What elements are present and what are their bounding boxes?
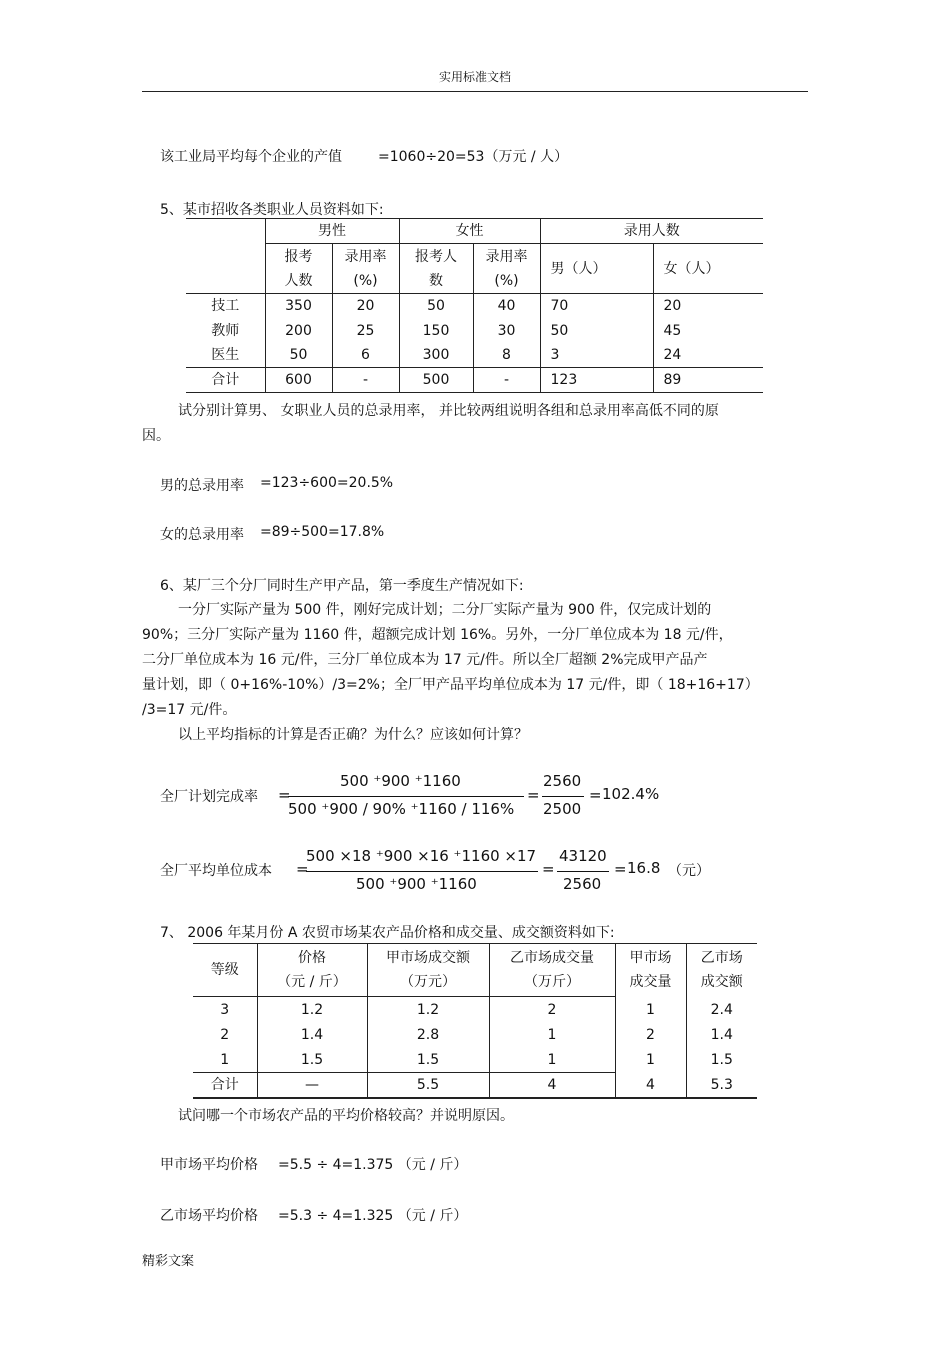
- q7-h-a-amt-1: 甲市场成交额: [386, 950, 470, 966]
- q5-h-hired-f: 女（人）: [653, 244, 763, 294]
- f1-fraction-bar: [288, 796, 524, 797]
- f1-denominator-2: 2500: [543, 800, 582, 818]
- q7-ans-b: =5.3 ÷ 4=1.325 （元 / 斤）: [278, 1208, 468, 1224]
- q5-cat: 医生: [211, 346, 240, 363]
- q7-cell: 2: [615, 1023, 686, 1048]
- q5-title: 5、某市招收各类职业人员资料如下:: [160, 202, 384, 218]
- q5-cell: 150: [399, 319, 473, 343]
- q7-h-price: [257, 944, 367, 997]
- q5-h-rate-f-1: 录用率: [485, 248, 528, 265]
- f1-result: 102.4%: [602, 785, 660, 803]
- f1-numerator: 500 ⁺900 ⁺1160: [340, 772, 461, 790]
- q5-cell: 8: [473, 343, 540, 368]
- q5-cell: 40: [473, 294, 540, 319]
- table-total-row: [193, 1073, 757, 1099]
- q7-cell: 5.5: [367, 1073, 489, 1099]
- q7-h-b-vol: [489, 944, 615, 997]
- table-row: [186, 294, 763, 319]
- q7-h-a-amt: [367, 944, 489, 997]
- avg-output-label: 该工业局平均每个企业的产值: [160, 149, 342, 165]
- q7-cell: 1: [489, 1023, 615, 1048]
- q5-group-male: 男性: [265, 219, 399, 244]
- f1-denominator: 500 ⁺900 / 90% ⁺1160 / 116%: [288, 800, 515, 818]
- q7-cell: 4: [615, 1073, 686, 1099]
- f2-unit: （元）: [668, 863, 710, 879]
- f2-eq2: =: [542, 860, 555, 878]
- q7-h-a-vol-1: 甲市场: [629, 950, 672, 967]
- q7-ans-b-label: 乙市场平均价格: [160, 1208, 258, 1224]
- q5-h-hired-m: 男（人）: [540, 244, 653, 294]
- f1-fraction: [288, 772, 524, 822]
- q7-cell: 1.2: [367, 997, 489, 1023]
- q5-cell: 50: [540, 319, 653, 343]
- q7-h-price-1: 价格: [298, 950, 326, 966]
- q5-cell: 3: [540, 343, 653, 368]
- q5-cell: 350: [265, 294, 332, 319]
- q6-para-2: 90%；三分厂实际产量为 1160 件，超额完成计划 16%。另外，一分厂单位成本为 18 元/件，: [142, 627, 733, 643]
- q5-h-apply-f-1: 报考人: [415, 248, 457, 265]
- q7-cell: 2.4: [686, 997, 757, 1023]
- q5-cell: 20: [332, 294, 399, 319]
- q5-ans-f-label: 女的总录用率: [160, 527, 244, 543]
- q7-cell: 1: [615, 997, 686, 1023]
- q5-h-rate-m: [332, 244, 399, 294]
- q5-h-apply-f-2: 数: [429, 272, 443, 289]
- q6-para-5: /3=17 元/件。: [142, 702, 237, 718]
- f1-fraction-2: [542, 772, 584, 822]
- q7-total: 合计: [193, 1073, 257, 1099]
- q5-corner-lower: [186, 244, 265, 294]
- q5-cell: 6: [332, 343, 399, 368]
- q7-h-a-amt-2: （万元）: [400, 974, 456, 990]
- f2-fraction: [306, 847, 538, 897]
- q7-h-b-amt-2: 成交额: [700, 974, 743, 991]
- q6-para-6: 以上平均指标的计算是否正确？为什么？应该如何计算？: [178, 727, 528, 743]
- q7-cell: 3: [220, 1001, 230, 1018]
- q5-cell: 50: [399, 294, 473, 319]
- q7-cell: 1: [220, 1051, 230, 1068]
- q5-cell: 70: [540, 294, 653, 319]
- q7-cell: 1.5: [367, 1048, 489, 1073]
- q5-cell: 200: [265, 319, 332, 343]
- q7-h-b-amt-1: 乙市场: [700, 950, 743, 967]
- q5-cell: 500: [399, 367, 473, 392]
- table-row: [193, 1048, 757, 1073]
- q7-cell: 1.2: [257, 997, 367, 1023]
- q7-cell: 1: [489, 1048, 615, 1073]
- q5-cell: 20: [653, 294, 763, 319]
- q5-h-rate-m-2: (%): [353, 272, 378, 289]
- page-footer: 精彩文案: [142, 1254, 195, 1269]
- q5-group-female: 女性: [399, 219, 540, 244]
- q5-h-apply-m-1: 报考: [284, 248, 313, 265]
- q5-total-cat: 合计: [186, 367, 265, 392]
- q7-cell: 1: [615, 1048, 686, 1073]
- f1-label: 全厂计划完成率: [160, 789, 258, 805]
- q5-cell: 24: [653, 343, 763, 368]
- q5-question-line1: 试分别计算男、 女职业人员的总录用率， 并比较两组说明各组和总录用率高低不同的原: [178, 403, 719, 419]
- q7-cell: 1.4: [686, 1023, 757, 1048]
- f1-fraction-bar-2: [542, 796, 584, 797]
- q5-ans-m-label: 男的总录用率: [160, 478, 244, 494]
- q7-ans-a-label: 甲市场平均价格: [160, 1157, 258, 1173]
- q5-cell: 123: [540, 367, 653, 392]
- q7-h-b-amt: [686, 944, 757, 997]
- q5-h-rate-f: [473, 244, 540, 294]
- table-row: [193, 1023, 757, 1048]
- f2-fraction-bar: [306, 871, 538, 872]
- q5-cell: 30: [473, 319, 540, 343]
- f2-denominator-2: 2560: [563, 875, 602, 893]
- q6-para-3: 二分厂单位成本为 16 元/件，三分厂单位成本为 17 元/件。所以全厂超额 2%完成甲产品产: [142, 652, 708, 668]
- q5-question-line2: 因。: [142, 428, 170, 444]
- q7-title: 7、 2006 年某月份 A 农贸市场某农产品价格和成交量、成交额资料如下:: [160, 925, 615, 941]
- q7-question: 试问哪一个市场农产品的平均价格较高？并说明原因。: [178, 1108, 514, 1124]
- q5-cat: 教师: [211, 322, 240, 339]
- q5-cat: 技工: [186, 294, 265, 319]
- q5-corner: [186, 219, 265, 244]
- q5-h-apply-m-2: 人数: [284, 272, 313, 289]
- q5-table: [186, 218, 763, 393]
- avg-output-formula: =1060÷20=53（万元 / 人）: [378, 149, 569, 165]
- table-row: [186, 343, 763, 368]
- q7-cell: 1.5: [257, 1048, 367, 1073]
- f1-numerator-2: 2560: [543, 772, 582, 790]
- q5-cell: 300: [399, 343, 473, 368]
- f1-eq3: =: [589, 786, 602, 804]
- q7-h-a-vol: [615, 944, 686, 997]
- q6-title: 6、某厂三个分厂同时生产甲产品，第一季度生产情况如下:: [160, 578, 524, 594]
- q7-cell: 5.3: [686, 1073, 757, 1099]
- q5-cell: 50: [265, 343, 332, 368]
- q5-ans-f: =89÷500=17.8%: [260, 524, 385, 540]
- q7-table: [193, 943, 757, 1099]
- f1-eq: =: [278, 786, 291, 804]
- q5-h-apply-f: [399, 244, 473, 294]
- q6-para-4: 量计划，即（ 0+16%-10%）/3=2%；全厂甲产品平均单位成本为 17 元/件，即（ 18+16+17）: [142, 677, 759, 693]
- page-header: 实用标准文档: [438, 70, 511, 84]
- f2-eq: =: [296, 860, 309, 878]
- f2-fraction-2: [557, 847, 609, 897]
- q7-h-b-vol-1: 乙市场成交量: [510, 950, 594, 966]
- q5-cell: -: [332, 367, 399, 392]
- q5-h-rate-f-2: (%): [494, 272, 519, 289]
- q7-cell: —: [257, 1073, 367, 1099]
- f2-eq3: =: [614, 860, 627, 878]
- q7-cell: 1.5: [686, 1048, 757, 1073]
- q5-ans-m: =123÷600=20.5%: [260, 475, 394, 491]
- table-total-row: [186, 367, 763, 392]
- q5-cell: 45: [653, 319, 763, 343]
- f2-numerator: 500 ×18 ⁺900 ×16 ⁺1160 ×17: [306, 847, 537, 865]
- header-divider: [142, 91, 808, 92]
- q5-cell: 25: [332, 319, 399, 343]
- q5-h-apply-m: [265, 244, 332, 294]
- q5-group-hired: 录用人数: [540, 219, 763, 244]
- f2-numerator-2: 43120: [559, 847, 607, 865]
- q5-h-rate-m-1: 录用率: [344, 248, 387, 265]
- q5-cell: 600: [265, 367, 332, 392]
- f2-label: 全厂平均单位成本: [160, 863, 272, 879]
- q7-cell: 1.4: [257, 1023, 367, 1048]
- q5-cell: 89: [653, 367, 763, 392]
- q6-para-1: 一分厂实际产量为 500 件，刚好完成计划；二分厂实际产量为 900 件，仅完成计划的: [178, 602, 712, 618]
- q7-cell: 2: [220, 1027, 230, 1043]
- f1-eq2: =: [527, 786, 540, 804]
- q7-cell: 2: [489, 997, 615, 1023]
- f2-denominator: 500 ⁺900 ⁺1160: [356, 875, 477, 893]
- q7-cell: 4: [489, 1073, 615, 1099]
- q7-h-b-vol-2: （万斤）: [524, 974, 580, 990]
- q7-h-price-2: （元 / 斤）: [277, 974, 347, 990]
- q5-cell: -: [473, 367, 540, 392]
- f2-fraction-bar-2: [557, 871, 609, 872]
- q7-h-grade: 等级: [193, 944, 257, 997]
- table-row: [193, 997, 757, 1023]
- q7-ans-a: =5.5 ÷ 4=1.375 （元 / 斤）: [278, 1157, 468, 1173]
- f2-result: 16.8: [627, 859, 661, 877]
- q7-cell: 2.8: [367, 1023, 489, 1048]
- q7-h-a-vol-2: 成交量: [629, 974, 672, 991]
- table-row: [186, 319, 763, 343]
